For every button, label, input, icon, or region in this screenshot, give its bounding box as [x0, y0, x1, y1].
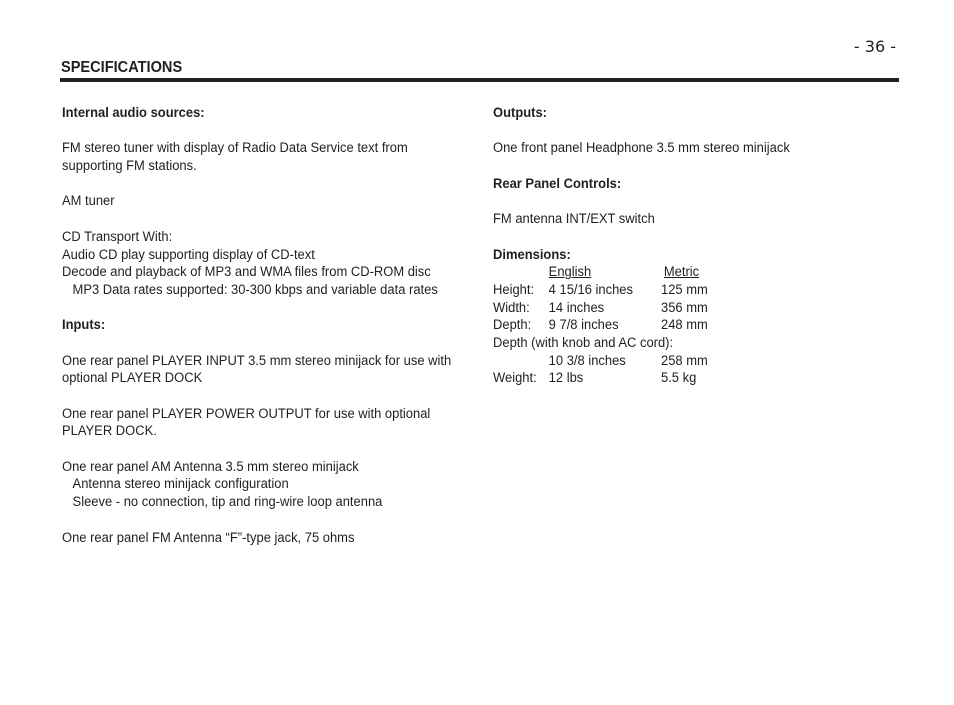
fm-tuner-text: FM stereo tuner with display of Radio Data Service text from: [62, 140, 408, 156]
dimension-english: 14 inches: [548, 299, 605, 315]
input-item: PLAYER DOCK.: [62, 423, 157, 439]
rear-control-item: FM antenna INT/EXT switch: [493, 211, 655, 227]
dimension-english: 10 3/8 inches: [548, 352, 626, 368]
right-column: [493, 104, 893, 387]
page-number: - 36 -: [853, 37, 896, 56]
fm-tuner-text: supporting FM stations.: [62, 158, 197, 174]
left-column: [62, 104, 472, 546]
dimensions-header-row: [493, 263, 877, 281]
dimensions-row: [493, 281, 877, 299]
output-item: One front panel Headphone 3.5 mm stereo minijack: [493, 140, 790, 156]
input-item: One rear panel AM Antenna 3.5 mm stereo minijack: [62, 458, 359, 474]
weight-label: Weight:: [493, 370, 537, 386]
weight-metric: 5.5 kg: [661, 370, 697, 386]
title-rule: [60, 78, 899, 82]
dimension-english: 9 7/8 inches: [548, 317, 619, 333]
cd-transport-text: Decode and playback of MP3 and WMA files from CD-ROM disc: [62, 264, 431, 280]
cd-transport-text: MP3 Data rates supported: 30-300 kbps and variable data rates: [72, 281, 438, 297]
input-item: optional PLAYER DOCK: [62, 370, 203, 386]
dimension-label: Depth:: [493, 317, 532, 333]
rear-controls-heading: Rear Panel Controls:: [493, 175, 622, 191]
weight-english: 12 lbs: [548, 370, 584, 386]
dimension-metric: 356 mm: [661, 299, 708, 315]
input-item: One rear panel FM Antenna “F”-type jack, 75 ohms: [62, 529, 355, 545]
dimension-english: 4 15/16 inches: [548, 281, 633, 297]
cd-transport-text: CD Transport With:: [62, 228, 173, 244]
section-title: SPECIFICATIONS: [61, 59, 183, 76]
input-item: One rear panel PLAYER POWER OUTPUT for use with optional: [62, 405, 431, 421]
dimensions-metric-header: Metric: [663, 264, 700, 280]
dimension-metric: 125 mm: [661, 281, 708, 297]
dimensions-row: [493, 299, 877, 317]
dimension-label: Width:: [493, 299, 530, 315]
input-item: Sleeve - no connection, tip and ring-wire loop antenna: [72, 494, 383, 510]
dimension-metric: 258 mm: [661, 352, 708, 368]
dimension-metric: 248 mm: [661, 317, 708, 333]
am-tuner-text: AM tuner: [62, 193, 115, 209]
dimensions-row: [493, 316, 877, 334]
dimension-label: Height:: [493, 281, 535, 297]
dimensions-row: [493, 352, 877, 370]
outputs-heading: Outputs:: [493, 105, 547, 120]
dimensions-heading: Dimensions:: [493, 246, 571, 262]
weight-row: [493, 369, 877, 387]
input-item: One rear panel PLAYER INPUT 3.5 mm stereo minijack for use with: [62, 352, 452, 368]
internal-sources-heading: Internal audio sources:: [62, 105, 205, 120]
cd-transport-text: Audio CD play supporting display of CD-text: [62, 246, 315, 262]
dimensions-english-header: English: [548, 264, 592, 280]
input-item: Antenna stereo minijack configuration: [72, 476, 289, 492]
depth-knob-label: Depth (with knob and AC cord):: [493, 334, 674, 350]
inputs-heading: Inputs:: [62, 317, 106, 333]
